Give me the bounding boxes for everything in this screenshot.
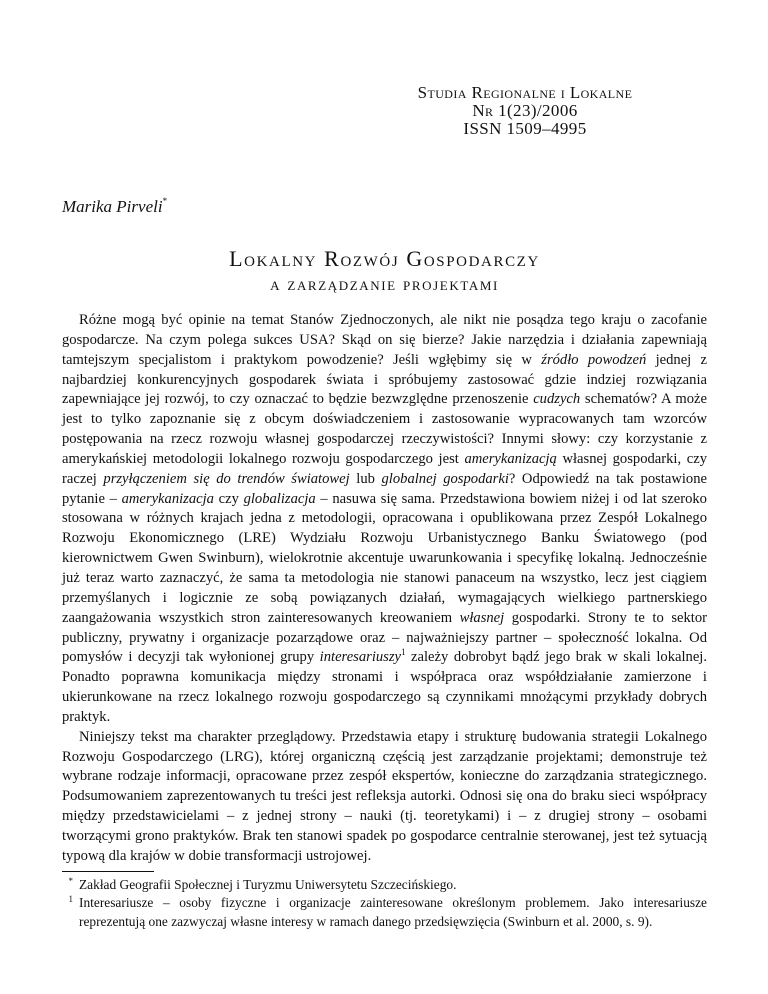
emphasis-text: globalnej gospodarki — [381, 470, 509, 487]
paragraph-text: schematów? A może jest to tylko zapoznanie się z obcym doświadczeniem i zastosowanie wypracowanych tam wzorców postępowania na rzecz rozwoju własnej gospodarczej rzeczywistości? Innymi słowy: czy korzystanie z amerykańskiej metodologii lokalnego rozwoju gospodarczego jest — [62, 391, 707, 467]
emphasis-text: amerykanizacją — [464, 450, 557, 467]
author-name: Marika Pirveli — [62, 197, 163, 216]
article-body — [62, 311, 707, 867]
emphasis-text: własnej — [459, 609, 505, 626]
journal-issue: Nr 1(23)/2006 — [472, 101, 578, 120]
article-title — [62, 246, 707, 298]
emphasis-text: przyłączeniem się do trendów światowej — [103, 470, 350, 487]
footnote-text: Interesariusze – osoby fizyczne i organizacje zainteresowane określonym problemem. Jako interesariusze reprezentują one zazwyczaj własne interesy w ramach danego przedsięwzięcia (Swinburn et al. 2000, s. 9). — [79, 895, 707, 929]
title-line-2: a zarządzanie projektami — [270, 274, 499, 295]
footnotes — [62, 876, 707, 931]
paragraph-text: gospodarki. Strony te to sektor publiczny, prywatny i organizacje pozarządowe oraz – najważniejszy partner – społeczność lokalna. Od pomysłów i decyzji tak wyłonionej grupy — [62, 609, 707, 666]
paragraph-text: jednej z najbardziej konkurencyjnych gospodarek świata i spróbujemy zastosować gdzie indziej rozwiązania zapewniające jej rozwój, to czy oznaczać to będzie bezwzględne przenoszenie — [62, 351, 708, 408]
journal-name: Studia Regionalne i Lokalne — [417, 83, 633, 102]
paragraph-text: lub — [349, 470, 382, 487]
body-paragraph — [62, 311, 707, 728]
emphasis-text: źródło powodzeń — [541, 351, 647, 368]
paragraph-text: Różne mogą być opinie na temat Stanów Zjednoczonych, ale nikt nie posądza tego kraju o zacofanie gospodarcze. Na czym polega sukces USA? Skąd on się bierze? Jakie narzędzia i działania zapewniają tamtejszym specjalistom i praktykom powodzenie? Jeśli wgłębimy się w — [62, 312, 707, 368]
footnote-rule — [62, 871, 154, 872]
journal-issn: ISSN 1509–4995 — [463, 119, 587, 138]
footnote: * Zakład Geografii Społecznej i Turyzmu Uniwersytetu Szczecińskiego. — [68, 876, 457, 892]
journal-header — [380, 84, 670, 138]
author-footnote-mark: * — [162, 196, 168, 206]
emphasis-text: interesariuszy — [319, 649, 402, 666]
title-line-1: Lokalny Rozwój Gospodarczy — [229, 246, 540, 271]
paragraph-text: ? Odpowiedź na tak postawione pytanie – — [62, 470, 708, 507]
paragraph-text: – nasuwa się sama. Przedstawiona bowiem niżej i od lat szeroko stosowana w różnych krajach jedna z metodologii, opracowana i opublikowana przez Zespół Lokalnego Rozwoju Ekonomicznego (LRE) Wydziału Rozwoju Urbanistycznego Banku Światowego (pod kierownictwem Gwen Swinburn), wielokrotnie akcentuje uwarunkowania i specyfikę lokalną. Jednocześnie już teraz warto zaznaczyć, że sama ta metodologia nie stanowi panaceum na wszystko, lecz jest ciągiem przemyślanych i logicznie ze sobą powiązanych działań, wymagających wielkiego partnerskiego zaangażowania wszystkich stron zainteresowanych kreowaniem — [62, 490, 707, 626]
paragraph-text: Niniejszy tekst ma charakter przeglądowy. Przedstawia etapy i strukturę budowania strategii Lokalnego Rozwoju Gospodarczego (LRG), której organiczną częścią jest zarządzanie projektami; demonstruje też wybrane rodzaje informacji, opracowane przez zespół ekspertów, konieczne do zarządzania strategicznego. Podsumowaniem zaprezentowanych tu treści jest refleksja autorki. Odnosi się ona do braku sieci współpracy między przedstawicielami – z jednej strony – nauki (tj. teoretykami) i – z drugiej strony – osobami tworzącymi grono praktyków. Brak ten stanowi spadek po gospodarce centralnie sterowanej, jest też sytuacją typową dla krajów w dobie transformacji ustrojowej. — [62, 728, 707, 864]
footnote: 1 Interesariusze – osoby fizyczne i organizacje zainteresowane określonym problemem. Jako interesariusze reprezentują one zazwyczaj własne interesy w ramach danego przedsięwzięcia (Swinburn et al. 2000, s. 9). — [68, 894, 707, 929]
emphasis-text: amerykanizacja — [121, 490, 214, 507]
emphasis-text: globalizacja — [243, 490, 316, 507]
body-paragraph — [62, 728, 707, 867]
paragraph-text: czy — [213, 490, 244, 507]
paragraph-text: własnej gospodarki, czy raczej — [62, 450, 707, 487]
emphasis-text: cudzych — [533, 391, 581, 408]
footnote-text: Zakład Geografii Społecznej i Turyzmu Uniwersytetu Szczecińskiego. — [79, 877, 457, 892]
paragraph-text: zależy dobrobyt bądź jego brak w skali lokalnej. Ponadto poprawna komunikacja między stronami i współpraca oraz współdziałanie zamierzone i ukierunkowane na rzecz lokalnego rozwoju gospodarczego są czynnikami mnożącymi przykłady dobrych praktyk. — [62, 649, 707, 725]
footnote-reference: 1 — [401, 647, 406, 658]
author-byline — [62, 196, 167, 217]
